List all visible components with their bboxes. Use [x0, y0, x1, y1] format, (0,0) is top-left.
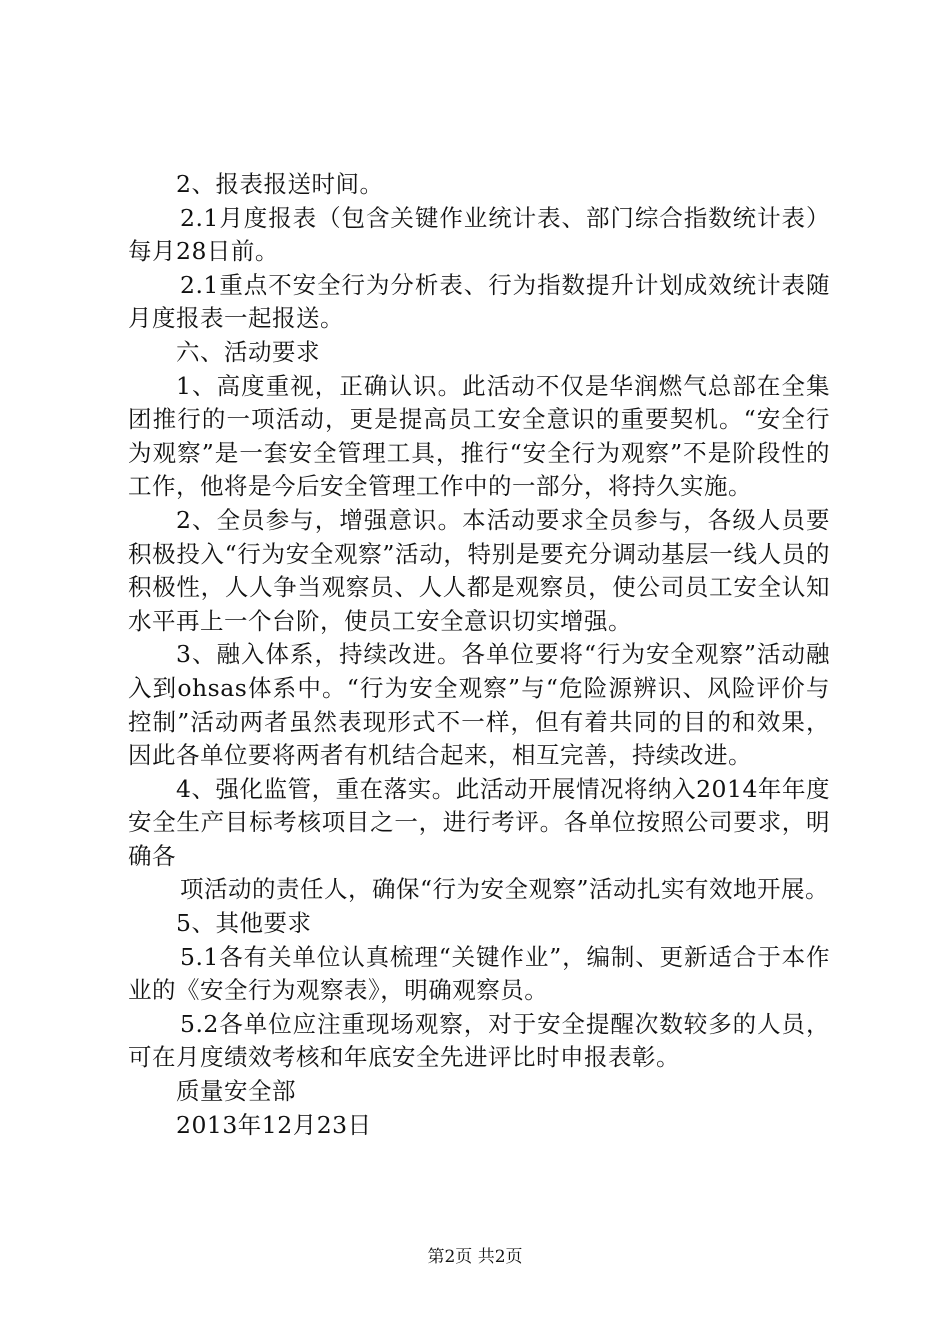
- paragraph-key-unsafe-behavior: 2.1重点不安全行为分析表、行为指数提升计划成效统计表随月度报表一起报送。: [128, 270, 830, 333]
- paragraph-other-requirements: 5、其他要求: [176, 909, 312, 938]
- paragraph-other-5-2: 5.2各单位应注重现场观察，对于安全提醒次数较多的人员，可在月度绩效考核和年底安全先进评比时申报表彰。: [128, 1009, 830, 1072]
- section-heading-activity-requirements: 六、活动要求: [176, 337, 320, 366]
- signature-department: 质量安全部: [176, 1077, 296, 1106]
- paragraph-requirement-4-cont: 项活动的责任人，确保“行为安全观察”活动扎实有效地开展。: [180, 875, 830, 904]
- page-footer: 第2页 共2页: [427, 1247, 523, 1267]
- paragraph-requirement-3: 3、融入体系，持续改进。各单位要将“行为安全观察”活动融入到ohsas体系中。“行为安全观察”与“危险源辨识、风险评价与控制”活动两者虽然表现形式不一样，但有着共同的目的和效果，因此各单位要将两者有机结合起来，相互完善，持续改进。: [128, 640, 830, 770]
- paragraph-requirement-1: 1、高度重视，正确认识。此活动不仅是华润燃气总部在全集团推行的一项活动，更是提高员工安全意识的重要契机。“安全行为观察”是一套安全管理工具，推行“安全行为观察”不是阶段性的工作，他将是今后安全管理工作中的一部分，将持久实施。: [128, 371, 830, 501]
- signature-date: 2013年12月23日: [176, 1110, 372, 1139]
- paragraph-requirement-4: 4、强化监管，重在落实。此活动开展情况将纳入2014年年度安全生产目标考核项目之一，进行考评。各单位按照公司要求，明确各: [128, 774, 830, 870]
- paragraph-report-time: 2、报表报送时间。: [176, 170, 384, 198]
- document-body: [128, 168, 830, 1142]
- paragraph-other-5-1: 5.1各有关单位认真梳理“关键作业”，编制、更新适合于本作业的《安全行为观察表》，明确观察员。: [128, 942, 830, 1005]
- paragraph-monthly-report: 2.1月度报表（包含关键作业统计表、部门综合指数统计表）每月28日前。: [128, 203, 830, 266]
- paragraph-requirement-2: 2、全员参与，增强意识。本活动要求全员参与，各级人员要积极投入“行为安全观察”活动，特别是要充分调动基层一线人员的积极性，人人争当观察员、人人都是观察员，使公司员工安全认知水平再上一个台阶，使员工安全意识切实增强。: [128, 505, 830, 635]
